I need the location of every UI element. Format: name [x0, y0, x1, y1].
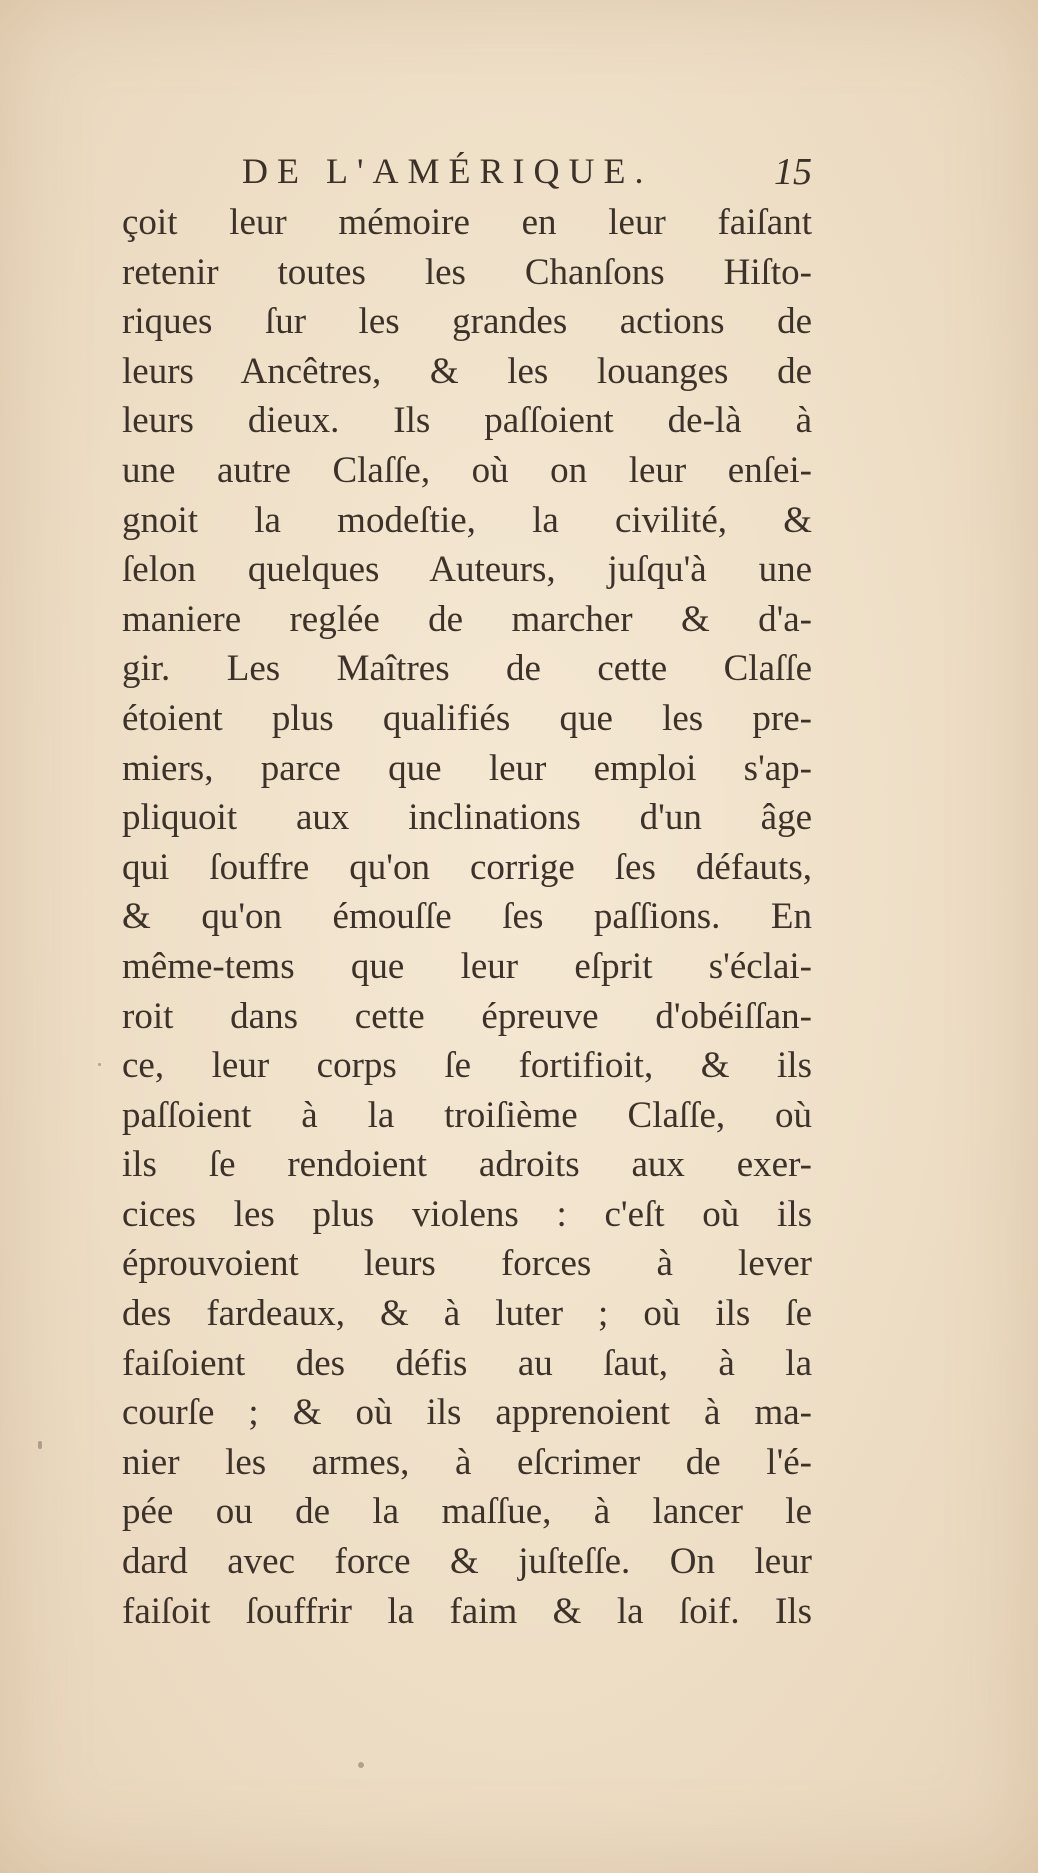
body-text: [122, 198, 812, 1636]
text-line: ce, leur corps ſe fortifioit, & ils: [122, 1045, 812, 1087]
text-line: dard avec force & juſteſſe. On leur: [122, 1541, 812, 1583]
running-title: DE L'AMÉRIQUE.: [242, 151, 653, 191]
text-line: maniere reglée de marcher & d'a-: [122, 598, 812, 640]
text-line: une autre Claſſe, où on leur enſei-: [122, 449, 812, 491]
text-line: ils ſe rendoient adroits aux exer-: [122, 1144, 812, 1186]
paper-speck: [98, 1063, 101, 1066]
text-line: ſelon quelques Auteurs, juſqu'à une: [122, 549, 812, 591]
text-line: même-tems que leur eſprit s'éclai-: [122, 945, 812, 987]
text-line: roit dans cette épreuve d'obéiſſan-: [122, 995, 812, 1037]
text-line: faiſoit ſouffrir la faim & la ſoif. Ils: [122, 1590, 812, 1632]
paper-speck: [358, 1762, 364, 1768]
text-line: qui ſouffre qu'on corrige ſes défauts,: [122, 846, 812, 888]
text-line: faiſoient des défis au ſaut, à la: [122, 1342, 812, 1384]
text-line: gnoit la modeſtie, la civilité, &: [122, 499, 812, 541]
paper-speck: [38, 1441, 42, 1449]
text-line: cices les plus violens : c'eſt où ils: [122, 1193, 812, 1235]
text-line: courſe ; & où ils apprenoient à ma-: [122, 1392, 812, 1434]
text-line: retenir toutes les Chanſons Hiſto-: [122, 251, 812, 293]
text-line: çoit leur mémoire en leur faiſant: [122, 202, 812, 243]
text-line: miers, parce que leur emploi s'ap-: [122, 747, 812, 789]
text-line: gir. Les Maîtres de cette Claſſe: [122, 648, 812, 690]
text-line: leurs dieux. Ils paſſoient de-là à: [122, 400, 812, 442]
text-line: éprouvoient leurs forces à lever: [122, 1243, 812, 1285]
text-line: paſſoient à la troiſième Claſſe, où: [122, 1094, 812, 1136]
text-line: leurs Ancêtres, & les louanges de: [122, 350, 812, 392]
text-line: & qu'on émouſſe ſes paſſions. En: [122, 896, 812, 938]
text-line: pliquoit aux inclinations d'un âge: [122, 797, 812, 839]
text-line: pée ou de la maſſue, à lancer le: [122, 1491, 812, 1533]
page-number: 15: [774, 151, 812, 193]
text-line: étoient plus qualifiés que les pre-: [122, 697, 812, 739]
text-line: riques ſur les grandes actions de: [122, 301, 812, 343]
running-head: [122, 150, 812, 200]
text-line: des fardeaux, & à luter ; où ils ſe: [122, 1293, 812, 1335]
text-line: nier les armes, à eſcrimer de l'é-: [122, 1441, 812, 1483]
